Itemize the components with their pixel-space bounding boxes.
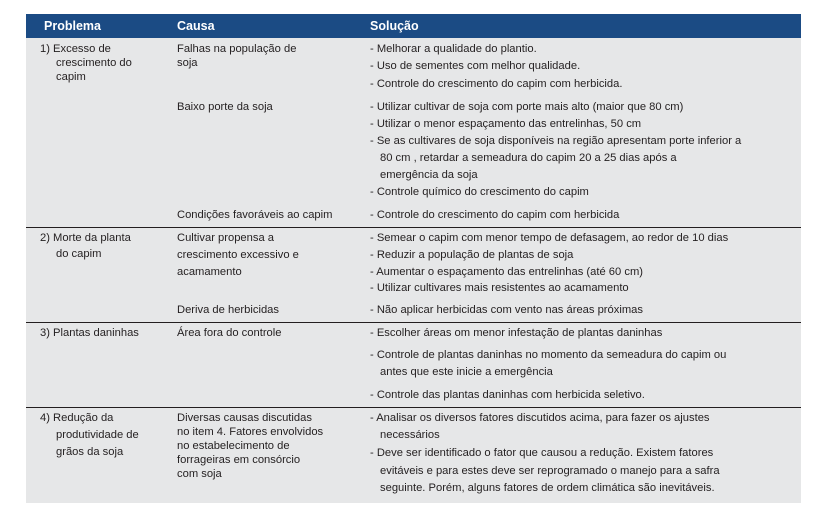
solution-line: - Utilizar cultivares mais resistentes ao acamamento	[370, 282, 629, 294]
solution-line: emergência da soja	[380, 169, 478, 181]
solution-line: 80 cm , retardar a semeadura do capim 20 a 25 dias após a	[380, 152, 677, 164]
cause-cell: Falhas na população de	[177, 43, 297, 55]
solution-line: - Utilizar cultivar de soja com porte mais alto (maior que 80 cm)	[370, 101, 684, 113]
problem-cell: capim	[56, 71, 86, 83]
cause-cell: Área fora do controle	[177, 327, 282, 339]
cause-cell: Diversas causas discutidas	[177, 412, 312, 424]
solution-line: - Reduzir a população de plantas de soja	[370, 249, 574, 261]
solution-line: - Controle do crescimento do capim com herbicida.	[370, 78, 623, 90]
cause-cell: forrageiras em consórcio	[177, 454, 301, 466]
solution-line: - Controle das plantas daninhas com herbicida seletivo.	[370, 389, 645, 401]
problem-cell: crescimento do	[56, 57, 132, 69]
solution-line: - Melhorar a qualidade do plantio.	[370, 43, 537, 55]
cause-cell: soja	[177, 57, 198, 69]
solution-line: - Deve ser identificado o fator que causou a redução. Existem fatores	[370, 447, 714, 459]
solution-line: - Não aplicar herbicidas com vento nas áreas próximas	[370, 304, 643, 316]
problem-cell: produtividade de	[56, 429, 139, 441]
header-causa: Causa	[177, 19, 215, 33]
solution-line: - Se as cultivares de soja disponíveis na região apresentam porte inferior a	[370, 135, 742, 147]
solution-line: - Controle do crescimento do capim com herbicida	[370, 209, 620, 221]
problem-cell: 2) Morte da planta	[40, 232, 131, 244]
solution-line: - Escolher áreas om menor infestação de plantas daninhas	[370, 327, 663, 339]
solution-line: evitáveis e para estes deve ser reprogramado o manejo para a safra	[380, 465, 720, 477]
row-divider	[26, 407, 801, 408]
problem-cell: 1) Excesso de	[40, 43, 111, 55]
header-problema: Problema	[44, 19, 101, 33]
cause-cell: Baixo porte da soja	[177, 101, 273, 113]
solution-line: necessários	[380, 429, 440, 441]
cause-cell: crescimento excessivo e	[177, 249, 299, 261]
solution-line: antes que este inicie a emergência	[380, 366, 553, 378]
cause-cell: no item 4. Fatores envolvidos	[177, 426, 324, 438]
cause-cell: Condições favoráveis ao capim	[177, 209, 333, 221]
solution-line: - Utilizar o menor espaçamento das entrelinhas, 50 cm	[370, 118, 642, 130]
solution-line: seguinte. Porém, alguns fatores de ordem climática são inevitáveis.	[380, 482, 715, 494]
solution-line: - Uso de sementes com melhor qualidade.	[370, 60, 581, 72]
cause-cell: com soja	[177, 468, 222, 480]
problem-cell: 4) Redução da	[40, 412, 114, 424]
row-divider	[26, 227, 801, 228]
solution-line: - Semear o capim com menor tempo de defasagem, ao redor de 10 dias	[370, 232, 729, 244]
cause-cell: acamamento	[177, 266, 242, 278]
solution-line: - Aumentar o espaçamento das entrelinhas (até 60 cm)	[370, 266, 643, 278]
problem-cell: do capim	[56, 248, 102, 260]
cause-cell: no estabelecimento de	[177, 440, 290, 452]
problem-cell: 3) Plantas daninhas	[40, 327, 139, 339]
diagnosis-table	[26, 14, 801, 503]
solution-line: - Analisar os diversos fatores discutidos acima, para fazer os ajustes	[370, 412, 710, 424]
header-solucao: Solução	[370, 19, 419, 33]
table-header	[26, 14, 801, 38]
solution-line: - Controle químico do crescimento do capim	[370, 186, 589, 198]
cause-cell: Cultivar propensa a	[177, 232, 275, 244]
row-divider	[26, 322, 801, 323]
solution-line: - Controle de plantas daninhas no momento da semeadura do capim ou	[370, 349, 727, 361]
problem-cell: grãos da soja	[56, 446, 124, 458]
cause-cell: Deriva de herbicidas	[177, 304, 279, 316]
